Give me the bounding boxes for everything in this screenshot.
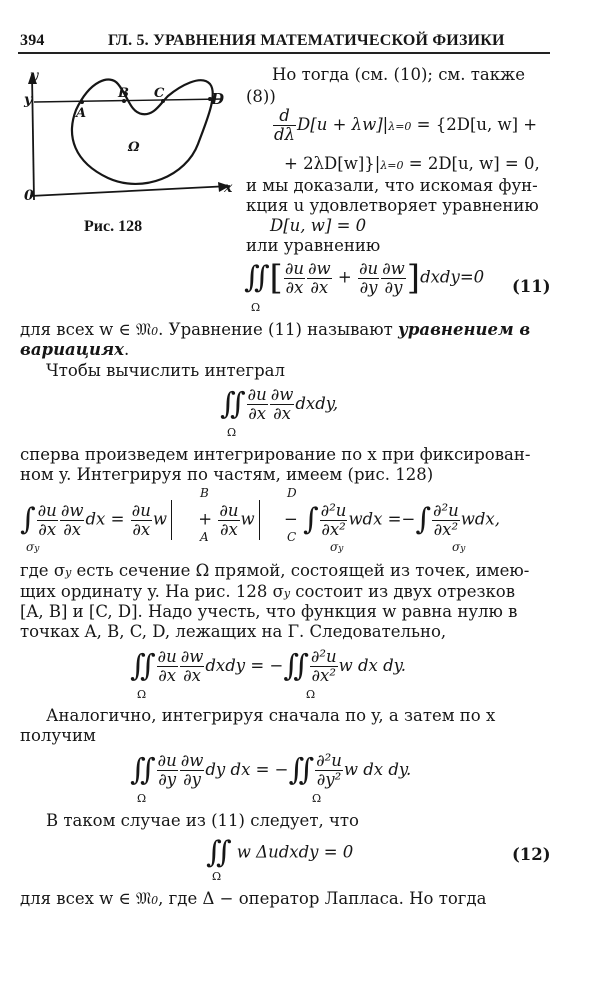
eq12-body: w Δudxdy = 0 [236, 842, 354, 862]
equation-12 [206, 835, 354, 870]
p10-b: , где Δ − оператор Лапласа. Но тогда [158, 889, 487, 908]
double-integral: ∬ [288, 752, 315, 788]
equation-iint-2 [130, 752, 411, 789]
eq1-part-c: + 2λD[w]}| [284, 154, 381, 173]
frac-den: ∂x [183, 666, 201, 685]
eq3-wdx: wdx =− [348, 509, 416, 529]
eq3-w: w [240, 509, 255, 529]
frac-num: ∂u [284, 258, 304, 278]
eq3-minus: − [283, 509, 298, 529]
frac-den: ∂y [158, 770, 177, 789]
eq3-wdx-end: wdx, [460, 509, 500, 529]
omega-sub-4b: Ω [306, 688, 316, 701]
fig-label-region: Ω [128, 140, 140, 155]
frac-d2u-dx2 [310, 648, 338, 685]
eq3-w: w [152, 509, 167, 529]
para-3: или уравнению [246, 236, 381, 255]
p7-d: состоит из двух отрезков [290, 582, 516, 601]
omega-sub-5b: Ω [312, 792, 322, 805]
frac-d2u-dx2 [432, 502, 460, 539]
integral-sign: ∫ [303, 502, 319, 537]
header-rule [18, 52, 550, 54]
p4-sub: 0 [151, 325, 159, 338]
limit-C: C [287, 530, 297, 544]
double-integral: ∬ [130, 752, 156, 788]
integral-sign: ∫ [415, 502, 431, 537]
frac-du-dx [157, 648, 178, 685]
omega-sub-int: Ω [227, 426, 237, 439]
equation-11: ∬[ $\frac{\partial u}{\partial x}$ $\frac{\partial w}{\partial x}$ + $\frac{\partial u}{\partial y}$ $\frac{\partial w}{\partial y}$ ]dxdy=0 [244, 258, 485, 298]
double-integral: ∬ [206, 835, 232, 870]
frac-den: ∂x [158, 666, 177, 685]
eq4-tail: w dx dy. [338, 656, 407, 675]
eq4-mid: dxdy = − [205, 656, 284, 675]
frac-num: ∂w [270, 385, 294, 404]
equation-D-zero: D[u, w] = 0 [270, 216, 367, 235]
p4-a: для всех w ∈ 𝔐 [20, 320, 152, 339]
eq3-plus: + [198, 509, 213, 529]
p7-sub: y [65, 566, 72, 579]
frac-den: ∂y [183, 770, 201, 789]
frac-du-dy [358, 260, 379, 297]
frac-num: d [273, 107, 296, 126]
double-integral: ∬ [283, 648, 309, 684]
para-7-line-3: [A, B] и [C, D]. Надо учесть, что функция w равна нулю в [20, 602, 518, 621]
eq1-part-b: = {2D[u, w] + [411, 115, 538, 134]
frac-num: ∂²u [316, 751, 342, 770]
eq1-sub-c: λ=0 [380, 159, 404, 172]
frac-du-dx [131, 502, 152, 539]
frac-d2u-dy2 [315, 752, 343, 789]
p7-a: где σ [20, 561, 66, 580]
frac-d-dlambda [273, 107, 296, 144]
limit-A: A [200, 530, 209, 544]
frac-dw-dx [270, 386, 295, 423]
p7-b: есть сечение Ω прямой, состоящей из точек, имею- [71, 561, 530, 580]
frac-den: ∂x [310, 277, 329, 297]
frac-num: ∂u [219, 500, 239, 520]
sigma-sub: y [34, 544, 40, 554]
para-9: В таком случае из (11) следует, что [46, 811, 359, 830]
frac-den: ∂x [220, 519, 238, 539]
frac-den: ∂y² [316, 770, 342, 789]
sigma-sub: y [338, 544, 344, 554]
fig-label-x-axis: x [224, 180, 233, 196]
fig-label-D: D [211, 90, 225, 108]
frac-dw-dy [381, 260, 406, 297]
equation-number-11: (11) [512, 277, 551, 296]
eq1-part-a: D[u + λw]| [297, 115, 389, 134]
equation-number-12: (12) [512, 845, 551, 864]
frac-num: ∂u [37, 500, 57, 520]
double-integral: ∬ [244, 260, 270, 295]
frac-den: ∂x [63, 519, 82, 539]
limit-B: B [200, 486, 209, 500]
equation-iint-1 [130, 648, 406, 685]
sigma: σ [452, 540, 461, 554]
frac-num: ∂²u [320, 500, 347, 520]
fig-label-C: C [154, 86, 165, 101]
para-2-line-2: кция u удовлетворяет уравнению [246, 196, 539, 215]
equation-derivative [272, 107, 537, 144]
frac-den: ∂x [248, 404, 267, 423]
para-7-line-4: точках A, B, C, D, лежащих на Γ. Следовательно, [20, 622, 447, 641]
frac-num: ∂u [157, 751, 177, 770]
frac-du-dy [157, 752, 178, 789]
p4-italic-2: вариациях [20, 340, 124, 359]
sigma-y-2 [330, 540, 343, 554]
frac-num: ∂u [358, 258, 379, 278]
para-6-line-1: сперва произведем интегрирование по x при фиксирован- [20, 445, 531, 464]
frac-den: ∂x² [311, 666, 336, 685]
integral-tail: dxdy, [295, 394, 339, 413]
frac-num: ∂w [307, 258, 331, 278]
eq1-part-d: = 2D[u, w] = 0, [403, 154, 540, 173]
fig-label-origin: 0 [24, 188, 34, 204]
para-1-line-1: Но тогда (см. (10); см. также [272, 65, 525, 84]
frac-num: ∂u [131, 500, 151, 520]
p7-c: щих ординату y. На рис. 128 σ [20, 582, 284, 601]
frac-den: ∂x² [321, 519, 346, 539]
para-2-line-1: и мы доказали, что искомая фун- [246, 176, 538, 195]
double-integral: ∬ [130, 648, 156, 684]
frac-den: ∂y [359, 277, 378, 297]
frac-num: ∂u [247, 385, 267, 404]
fig-label-A: A [76, 106, 87, 121]
omega-sub-11: Ω [251, 301, 261, 314]
frac-dw-dx [307, 260, 332, 297]
frac-num: ∂w [382, 258, 405, 278]
frac-den: ∂x² [433, 519, 459, 539]
page-number: 394 [20, 32, 45, 49]
eq11-tail: dxdy=0 [420, 267, 485, 287]
eq5-tail: w dx dy. [343, 760, 412, 779]
frac-du-dx [284, 260, 305, 297]
p4-dot: . [123, 340, 130, 359]
frac-du-dx [218, 502, 239, 539]
para-6-line-2: ном y. Интегрируя по частям, имеем (рис. 128) [20, 465, 434, 484]
limit-D: D [287, 486, 297, 500]
frac-num: ∂²u [432, 500, 459, 520]
para-1-line-2: (8)) [246, 87, 276, 106]
integral-sign: ∫ [20, 502, 36, 537]
frac-num: ∂u [157, 647, 177, 666]
para-8-line-1: Аналогично, интегрируя сначала по y, а затем по x [46, 706, 496, 725]
eq3-dx: dx = [85, 509, 125, 529]
frac-du-dx [247, 386, 268, 423]
frac-den: ∂x [273, 404, 291, 423]
equation-integral [220, 386, 338, 423]
frac-den: dλ [274, 125, 296, 144]
frac-du-dx [37, 502, 58, 539]
frac-dw-dy [180, 752, 205, 789]
fig-label-B: B [118, 86, 129, 101]
equation-derivative-cont [284, 154, 540, 173]
sigma-sub: y [460, 544, 466, 554]
sigma-y-1 [26, 540, 39, 554]
frac-den: ∂y [384, 277, 403, 297]
sigma: σ [26, 540, 35, 554]
sigma-y-3 [452, 540, 465, 554]
p10-a: для всех w ∈ 𝔐 [20, 889, 152, 908]
fig-label-y-axis: y [30, 68, 39, 84]
p7-sub-2: y [283, 587, 291, 600]
eq1-sub-a: λ=0 [388, 120, 412, 133]
frac-den: ∂x [38, 519, 57, 539]
running-title: ГЛ. 5. УРАВНЕНИЯ МАТЕМАТИЧЕСКОЙ ФИЗИКИ [108, 32, 505, 49]
eq5-mid: dy dx = − [205, 760, 289, 779]
frac-num: ∂w [180, 751, 204, 770]
p4-b: . Уравнение (11) называют [158, 320, 398, 339]
frac-dw-dx [60, 502, 85, 539]
sigma: σ [330, 540, 339, 554]
figure-caption: Рис. 128 [84, 218, 143, 235]
omega-sub-4a: Ω [137, 688, 147, 701]
frac-den: ∂x [132, 519, 151, 539]
fig-label-y-level: y [24, 92, 33, 108]
equation-by-parts [20, 500, 500, 540]
para-8-line-2: получим [20, 726, 96, 745]
frac-dw-dx [180, 648, 205, 685]
frac-num: ∂w [60, 500, 84, 520]
double-integral: ∬ [220, 386, 246, 422]
p4-italic: уравнением в [397, 320, 531, 339]
omega-sub-12: Ω [212, 870, 222, 883]
para-7-line-1 [20, 560, 529, 583]
frac-d2u-dx2 [320, 502, 348, 539]
para-5: Чтобы вычислить интеграл [46, 361, 285, 380]
frac-den: ∂x [285, 277, 304, 297]
para-4-line-2 [20, 339, 129, 360]
omega-sub-5a: Ω [137, 792, 147, 805]
frac-num: ∂²u [310, 647, 337, 666]
para-10 [20, 888, 486, 911]
frac-num: ∂w [180, 647, 204, 666]
p10-sub: 0 [151, 894, 159, 907]
